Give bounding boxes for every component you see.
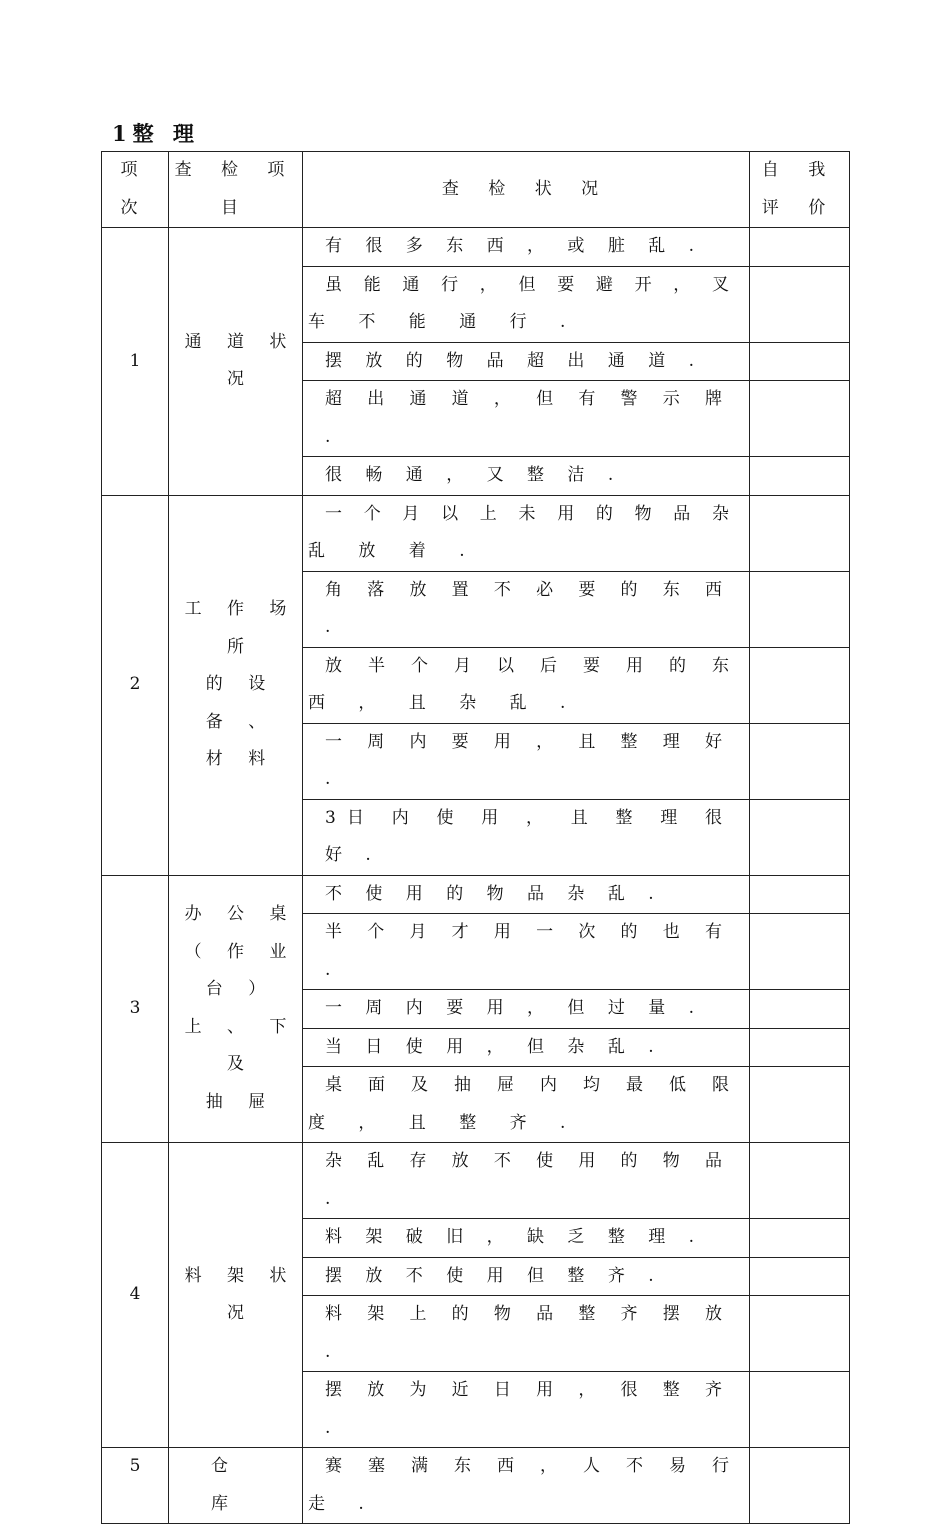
check-status [303,990,750,1029]
check-status-line: 摆 放 为 近 日 用 ， 很 整 齐 . [325,1380,731,1438]
check-item-line: 通 道 状 [184,331,297,352]
header-check-item [169,152,303,228]
item-number: 3 [102,875,169,1143]
check-status-line: 有 很 多 东 西 ， 或 脏 乱 . [325,236,704,256]
header-self-eval-line2: 评 价 [761,197,838,218]
check-status-line: 超 出 通 道 ， 但 有 警 示 牌 . [325,389,731,447]
check-item-line: 工 作 场 [184,599,297,620]
self-eval-cell[interactable] [750,1067,850,1143]
check-status [303,495,750,571]
check-status [303,723,750,799]
self-eval-cell[interactable] [750,1028,850,1067]
check-item [169,495,303,875]
table-row [102,228,850,267]
item-number: 1 [102,228,169,496]
item-number: 2 [102,495,169,875]
check-status-line: 赛 塞 满 东 西 ， 人 不 易 行 [325,1456,731,1476]
check-status [303,875,750,914]
check-item-line: 仓 库 [211,1456,284,1514]
check-item-line: 的 设 [205,674,276,695]
check-status-line: 很 畅 通 ， 又 整 洁 . [325,465,623,485]
header-check-status: 查 检 状 况 [303,152,750,228]
check-status [303,1219,750,1258]
self-eval-cell[interactable] [750,1448,850,1524]
header-item-no-line2: 次 [120,197,150,218]
check-status [303,1448,750,1524]
check-status-line: 走 . [308,1493,378,1514]
self-eval-cell[interactable] [750,1372,850,1448]
check-status-line: 料 架 上 的 物 品 整 齐 摆 放 . [325,1304,731,1362]
header-self-eval [750,152,850,228]
check-item [169,875,303,1143]
check-status-line: 一 周 内 要 用 ， 且 整 理 好 . [325,731,731,789]
check-status [303,799,750,875]
check-status [303,266,750,342]
check-status [303,457,750,496]
check-status-line: 杂 乱 存 放 不 使 用 的 物 品 . [325,1151,731,1209]
check-status-line: 不 使 用 的 物 品 杂 乱 . [325,883,663,904]
check-item-line: 材 料 [205,749,276,770]
item-number: 4 [102,1143,169,1448]
check-status-line: 摆 放 的 物 品 超 出 通 道 . [325,350,704,371]
self-eval-cell[interactable] [750,799,850,875]
check-item-line: 上 、 下 [184,1016,297,1037]
check-status-line: 当 日 使 用 ， 但 杂 乱 . [325,1036,663,1057]
header-item-no [102,152,169,228]
check-status-line: 角 落 放 置 不 必 要 的 东 西 . [325,579,731,637]
self-eval-cell[interactable] [750,723,850,799]
table-row [102,1143,850,1219]
self-eval-cell[interactable] [750,1219,850,1258]
check-item [169,1448,303,1524]
header-row [102,152,850,228]
check-item-line: 及 [227,1054,254,1075]
check-item-line: 办 公 桌 [184,904,297,925]
header-check-item-line2: 目 [221,197,250,218]
check-status [303,228,750,267]
check-status [303,1296,750,1372]
self-eval-cell[interactable] [750,228,850,267]
check-item-line: （ 作 业 [184,941,297,962]
check-status-line: 摆 放 不 使 用 但 整 齐 . [325,1265,663,1286]
check-status-line: 西 ， 且 杂 乱 . [308,693,580,713]
table-row [102,875,850,914]
check-status [303,1067,750,1143]
check-status [303,342,750,381]
check-status-line: 料 架 破 旧 ， 缺 乏 整 理 . [325,1227,704,1247]
self-eval-cell[interactable] [750,495,850,571]
self-eval-cell[interactable] [750,1257,850,1296]
table-row [102,1448,850,1524]
check-status-line: 半 个 月 才 用 一 次 的 也 有 . [325,922,731,980]
self-eval-cell[interactable] [750,647,850,723]
check-status-line: 虽 能 通 行 ， 但 要 避 开 ， 叉 [325,274,731,295]
check-status-line: 乱 放 着 . [308,541,479,561]
check-status-line: 一 周 内 要 用 ， 但 过 量 . [325,998,704,1018]
self-eval-cell[interactable] [750,571,850,647]
self-eval-cell[interactable] [750,875,850,914]
header-item-no-line1: 项 [120,160,150,180]
check-status [303,571,750,647]
check-status-line: 放 半 个 月 以 后 要 用 的 东 [325,655,731,676]
check-status-line: 桌 面 及 抽 屉 内 均 最 低 限 [325,1075,731,1095]
check-status-line: 度 ， 且 整 齐 . [308,1112,580,1133]
check-status [303,1372,750,1448]
self-eval-cell[interactable] [750,1296,850,1372]
check-item-line: 备 、 [205,711,276,732]
check-status [303,914,750,990]
check-item-line: 台 ） [205,979,276,1000]
check-item-line: 况 [227,1303,254,1323]
item-number: 5 [102,1448,169,1524]
self-eval-cell[interactable] [750,914,850,990]
table-row [102,495,850,571]
section-title: 1整 理 [112,121,200,146]
inspection-table [101,151,850,1524]
check-item-line: 抽 屉 [205,1091,276,1112]
check-status [303,381,750,457]
self-eval-cell[interactable] [750,266,850,342]
check-item [169,1143,303,1448]
check-status [303,1257,750,1296]
self-eval-cell[interactable] [750,342,850,381]
check-item-line: 况 [227,369,254,390]
self-eval-cell[interactable] [750,381,850,457]
check-status [303,1028,750,1067]
check-item-line: 所 [227,636,254,657]
header-self-eval-line1: 自 我 [761,160,838,180]
check-item [169,228,303,496]
header-check-item-line1: 查 检 项 [174,160,297,180]
self-eval-cell[interactable] [750,457,850,496]
check-item-line: 料 架 状 [184,1265,297,1286]
check-status-line: 车 不 能 通 行 . [308,312,580,332]
self-eval-cell[interactable] [750,990,850,1029]
check-status [303,647,750,723]
self-eval-cell[interactable] [750,1143,850,1219]
check-status-line: 一 个 月 以 上 未 用 的 物 品 杂 [325,503,731,524]
check-status [303,1143,750,1219]
check-status-line: 3日 内 使 用 ， 且 整 理 很 好 . [325,807,731,865]
